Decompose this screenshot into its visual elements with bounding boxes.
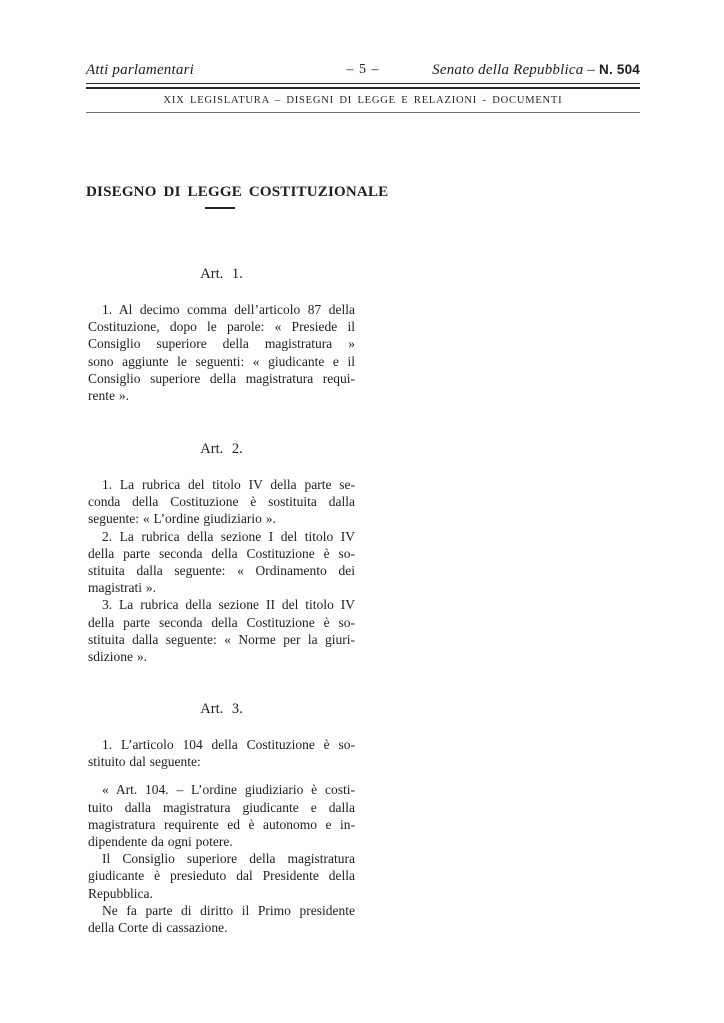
- text-line: magistrati ».: [88, 580, 156, 596]
- text-line: Il Consiglio superiore della magistratura: [102, 851, 355, 867]
- text-line: 1. L’articolo 104 della Costituzione è so-: [102, 737, 355, 752]
- article-3-paragraph-4: [88, 902, 355, 936]
- text-line: sono aggiunte le seguenti: « giudicante e il: [88, 353, 355, 369]
- text-line: Consiglio superiore della magistratura requi-: [88, 370, 355, 386]
- header-double-rule: [86, 83, 640, 89]
- header-subtitle: XIX LEGISLATURA – DISEGNI DI LEGGE E RELAZIONI - DOCUMENTI: [163, 95, 563, 106]
- text-line: stituita dalla seguente: « Ordinamento dei: [88, 563, 355, 579]
- text-line: giudicante è presieduto dal Presidente della: [88, 868, 355, 884]
- document-number: N. 504: [599, 62, 640, 77]
- header-right-title: [432, 62, 640, 79]
- header-left-title: Atti parlamentari: [86, 62, 194, 78]
- text-line: dipendente da ogni potere.: [88, 834, 233, 850]
- text-line: Repubblica.: [88, 885, 153, 901]
- article-3-paragraph-3: [88, 850, 355, 902]
- text-line: 3. La rubrica della sezione II del titolo IV: [102, 597, 355, 613]
- article-2: [88, 441, 355, 665]
- article-2-heading: Art. 2.: [200, 441, 243, 457]
- article-1: [88, 266, 355, 404]
- text-line: sdizione ».: [88, 649, 147, 665]
- text-line: della parte seconda della Costituzione è so-: [88, 545, 355, 561]
- title-rule: [205, 207, 235, 209]
- article-1-paragraph: [88, 301, 355, 404]
- article-3: [88, 701, 355, 936]
- header-subtitle-rule: [86, 112, 640, 113]
- header-right-separator: –: [583, 62, 600, 78]
- text-line: seguente: « L’ordine giudiziario ».: [88, 511, 276, 527]
- article-1-heading: Art. 1.: [200, 266, 243, 282]
- article-2-paragraph-2: [88, 528, 355, 597]
- text-line: rente ».: [88, 388, 129, 404]
- text-line: 1. Al decimo comma dell’articolo 87 della: [102, 302, 355, 317]
- header-right-name: Senato della Repubblica: [432, 62, 584, 78]
- text-line: 1. La rubrica del titolo IV della parte se-: [102, 477, 355, 492]
- text-line: della parte seconda della Costituzione è so-: [88, 614, 355, 630]
- text-line: magistratura requirente ed è autonomo e in-: [88, 816, 355, 832]
- page-header: [86, 62, 640, 79]
- article-2-paragraph-1: [88, 476, 355, 528]
- page-number: – 5 –: [346, 62, 380, 77]
- article-2-paragraph-3: [88, 596, 355, 665]
- text-line: stituito dal seguente:: [88, 754, 201, 770]
- text-line: Costituzione, dopo le parole: « Presiede il: [88, 319, 355, 335]
- text-line: della Corte di cassazione.: [88, 920, 228, 936]
- document-title: DISEGNO DI LEGGE COSTITUZIONALE: [86, 184, 389, 200]
- text-line: tuito dalla magistratura giudicante e dalla: [88, 799, 355, 815]
- article-3-paragraph-2: [88, 781, 355, 850]
- text-line: Ne fa parte di diritto il Primo presidente: [102, 902, 355, 918]
- text-line: 2. La rubrica della sezione I del titolo IV: [102, 528, 355, 544]
- text-line: « Art. 104. – L’ordine giudiziario è costi-: [102, 782, 355, 798]
- text-line: Consiglio superiore della magistratura »: [88, 336, 355, 352]
- text-line: stituita dalla seguente: « Norme per la giuri-: [88, 631, 355, 647]
- text-line: conda della Costituzione è sostituita dalla: [88, 494, 355, 510]
- article-3-heading: Art. 3.: [200, 701, 243, 717]
- article-3-paragraph-1: [88, 736, 355, 770]
